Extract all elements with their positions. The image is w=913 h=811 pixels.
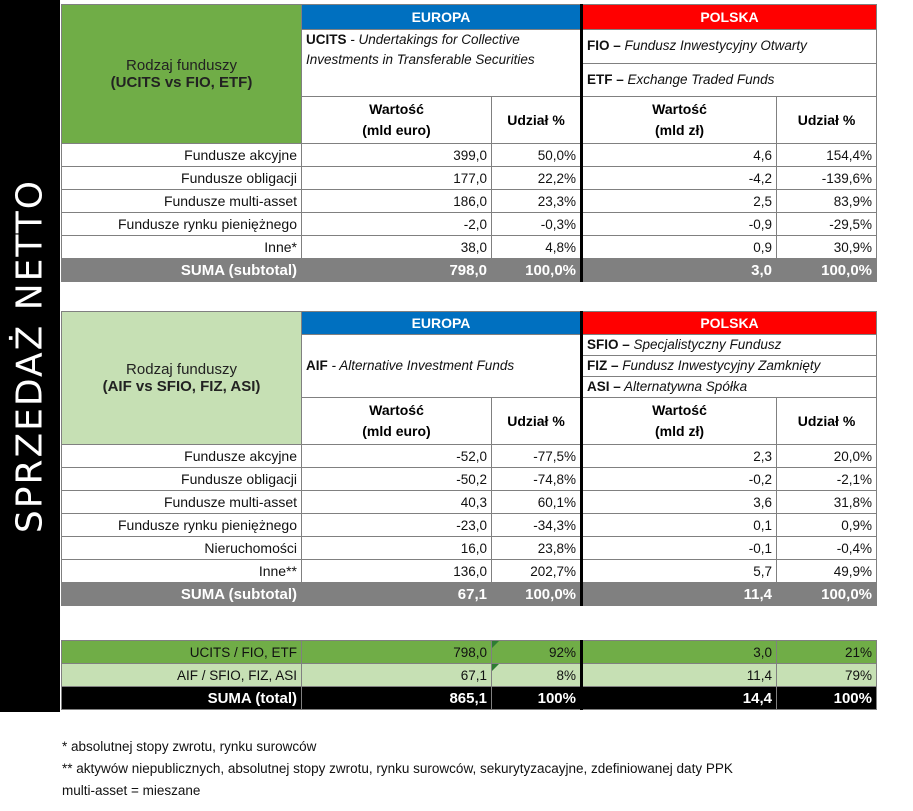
table-row: Inne* 38,0 4,8% 0,9 30,9% [62, 236, 877, 259]
table-row: AIF / SFIO, FIZ, ASI 67,1 8% 11,4 79% [62, 664, 877, 687]
table-row: UCITS / FIO, ETF 798,0 92% 3,0 21% [62, 641, 877, 664]
sidebar [0, 0, 60, 712]
footnote: ** aktywów niepublicznych, absolutnej stopy zwrotu, rynku surowców, sekurytyzacayjne, zdefiniowanej daty PPK [62, 761, 733, 776]
table-row: Inne** 136,0 202,7% 5,7 49,9% [62, 560, 877, 583]
table-row: Fundusze multi-asset 40,3 60,1% 3,6 31,8% [62, 491, 877, 514]
ucits-table [61, 4, 877, 282]
fio-definition: FIO – Fundusz Inwestycyjny Otwarty [582, 30, 877, 64]
share-pl-header: Udział % [777, 398, 877, 445]
value-eu-header: Wartość (mld euro) [302, 97, 492, 144]
aif-table [61, 311, 877, 606]
fund-type-sublabel: (UCITS vs FIO, ETF) [110, 74, 253, 91]
value-pl-header: Wartość (mld zł) [582, 97, 777, 144]
share-eu-header: Udział % [492, 97, 582, 144]
share-eu-header: Udział % [492, 398, 582, 445]
polska-header: POLSKA [582, 5, 877, 30]
footnotes [62, 736, 733, 802]
table-row: Fundusze obligacji -50,2 -74,8% -0,2 -2,1% [62, 468, 877, 491]
fiz-definition: FIZ – Fundusz Inwestycyjny Zamknięty [582, 356, 877, 377]
aif-definition: AIF - Alternative Investment Funds [302, 335, 582, 398]
subtotal-row: SUMA (subtotal) 67,1 100,0% 11,4 100,0% [62, 583, 877, 606]
ucits-definition: UCITS - Undertakings for Collective Investments in Transferable Securities [302, 30, 582, 97]
fund-type-label: Rodzaj funduszy [126, 57, 237, 74]
subtotal-row: SUMA (subtotal) 798,0 100,0% 3,0 100,0% [62, 259, 877, 282]
table-row: Fundusze akcyjne 399,0 50,0% 4,6 154,4% [62, 144, 877, 167]
sfio-definition: SFIO – Specjalistyczny Fundusz [582, 335, 877, 356]
fund-type-label: Rodzaj funduszy [126, 361, 237, 378]
table-row: Fundusze obligacji 177,0 22,2% -4,2 -139,6% [62, 167, 877, 190]
table-row: Fundusze multi-asset 186,0 23,3% 2,5 83,9% [62, 190, 877, 213]
fund-type-sublabel: (AIF vs SFIO, FIZ, ASI) [102, 378, 261, 395]
value-pl-header: Wartość (mld zł) [582, 398, 777, 445]
value-eu-header: Wartość (mld euro) [302, 398, 492, 445]
share-pl-header: Udział % [777, 97, 877, 144]
table-row: Fundusze akcyjne -52,0 -77,5% 2,3 20,0% [62, 445, 877, 468]
fund-type-cell [62, 5, 302, 144]
footnote: multi-asset = mieszane [62, 783, 201, 798]
sidebar-title: SPRZEDAŻ NETTO [9, 178, 51, 534]
table-row: Nieruchomości 16,0 23,8% -0,1 -0,4% [62, 537, 877, 560]
polska-header: POLSKA [582, 312, 877, 335]
footnote: * absolutnej stopy zwrotu, rynku surowców [62, 739, 317, 754]
total-row: SUMA (total) 865,1 100% 14,4 100% [62, 687, 877, 710]
summary-table [61, 640, 877, 710]
table-row: Fundusze rynku pieniężnego -23,0 -34,3% 0,1 0,9% [62, 514, 877, 537]
etf-definition: ETF – Exchange Traded Funds [582, 63, 877, 97]
table-row: Fundusze rynku pieniężnego -2,0 -0,3% -0,9 -29,5% [62, 213, 877, 236]
europa-header: EUROPA [302, 312, 582, 335]
fund-type-cell [62, 312, 302, 445]
europa-header: EUROPA [302, 5, 582, 30]
asi-definition: ASI – Alternatywna Spółka [582, 377, 877, 398]
